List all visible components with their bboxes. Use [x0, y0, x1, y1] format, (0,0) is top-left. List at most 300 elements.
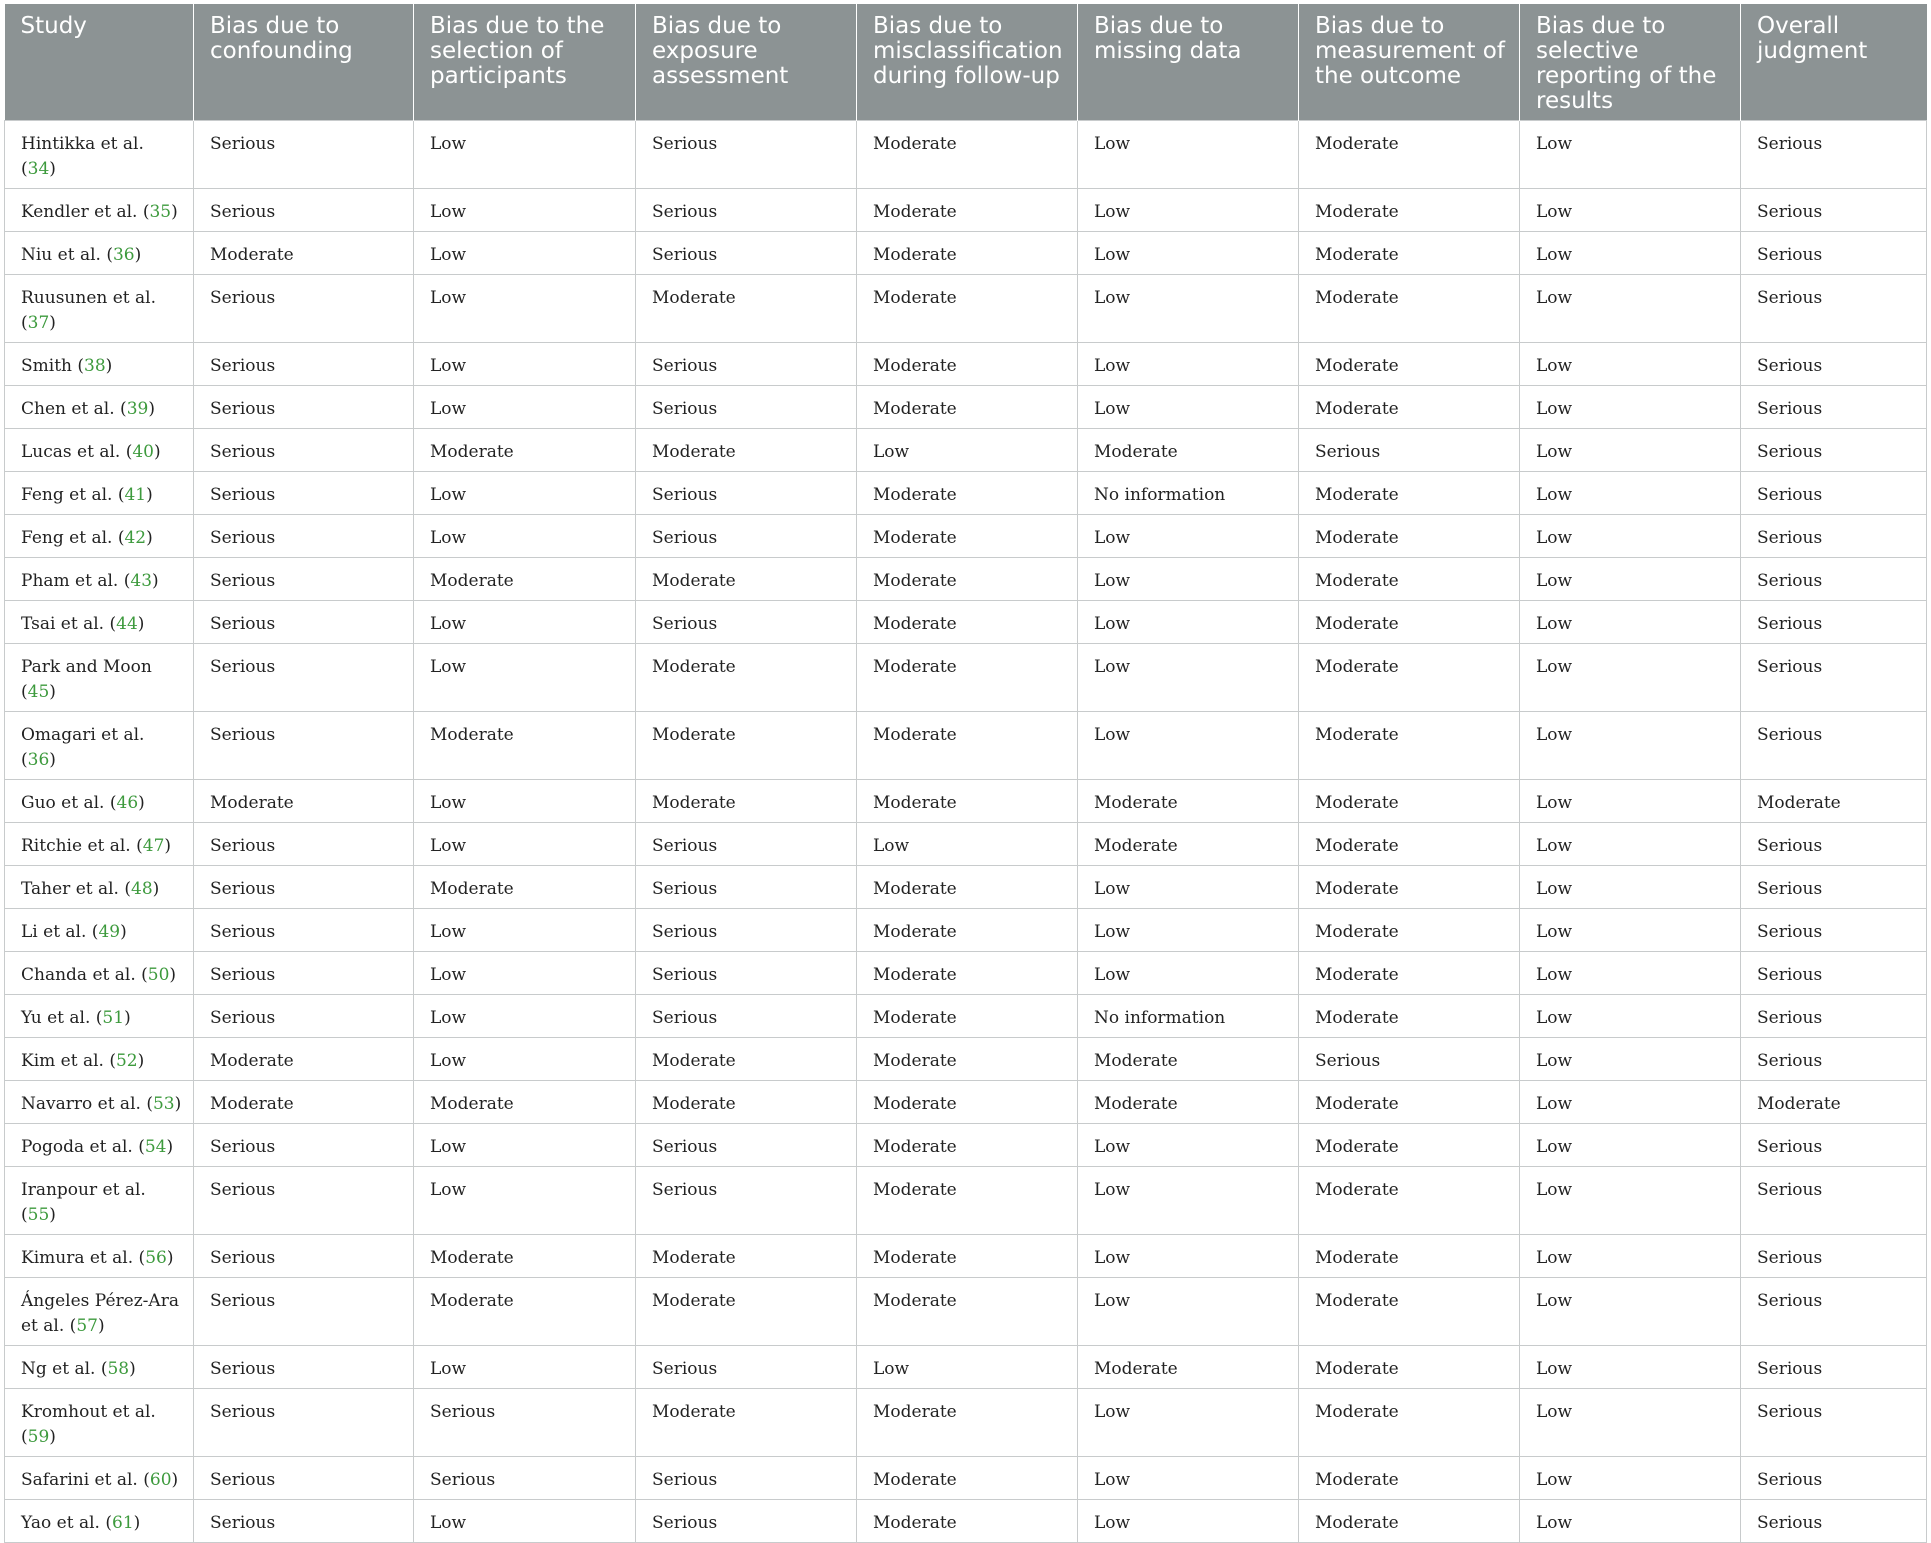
overall-cell: Serious — [1741, 601, 1927, 644]
missing-data-cell: Moderate — [1078, 1038, 1299, 1081]
measurement-cell: Moderate — [1299, 780, 1520, 823]
citation-link[interactable]: 47 — [142, 836, 165, 856]
misclassification-cell: Moderate — [857, 780, 1078, 823]
overall-cell: Serious — [1741, 1235, 1927, 1278]
citation-link[interactable]: 61 — [112, 1513, 134, 1533]
selective-reporting-cell: Low — [1520, 515, 1741, 558]
study-name: Taher et al. — [21, 879, 119, 899]
missing-data-cell: Moderate — [1078, 780, 1299, 823]
selection-cell: Low — [414, 343, 636, 386]
misclassification-cell: Moderate — [857, 275, 1078, 343]
missing-data-cell: Low — [1078, 232, 1299, 275]
selection-cell: Low — [414, 952, 636, 995]
study-name: Iranpour et al. — [21, 1180, 146, 1200]
misclassification-cell: Moderate — [857, 343, 1078, 386]
selective-reporting-cell: Low — [1520, 1235, 1741, 1278]
selection-cell: Low — [414, 823, 636, 866]
missing-data-cell: Low — [1078, 1278, 1299, 1346]
selection-cell: Serious — [414, 1457, 636, 1500]
misclassification-cell: Moderate — [857, 712, 1078, 780]
study-cell: Park and Moon (45) — [5, 644, 194, 712]
citation-link[interactable]: 55 — [27, 1205, 50, 1225]
exposure-cell: Serious — [636, 121, 857, 189]
table-row — [5, 472, 1927, 515]
selective-reporting-cell: Low — [1520, 644, 1741, 712]
citation-link[interactable]: 48 — [131, 879, 153, 899]
citation-link[interactable]: 44 — [116, 614, 138, 634]
risk-of-bias-table — [4, 4, 1927, 1543]
missing-data-cell: Low — [1078, 121, 1299, 189]
table-row — [5, 995, 1927, 1038]
misclassification-cell: Low — [857, 823, 1078, 866]
confounding-cell: Moderate — [194, 232, 414, 275]
missing-data-cell: Low — [1078, 644, 1299, 712]
misclassification-cell: Moderate — [857, 644, 1078, 712]
study-cell: Taher et al. (48) — [5, 866, 194, 909]
exposure-cell: Serious — [636, 232, 857, 275]
overall-cell: Serious — [1741, 343, 1927, 386]
table-row — [5, 1278, 1927, 1346]
exposure-cell: Serious — [636, 1167, 857, 1235]
study-name: Feng et al. — [21, 485, 113, 505]
study-cell: Navarro et al. (53) — [5, 1081, 194, 1124]
overall-cell: Serious — [1741, 644, 1927, 712]
table-row — [5, 121, 1927, 189]
selective-reporting-cell: Low — [1520, 866, 1741, 909]
overall-cell: Serious — [1741, 121, 1927, 189]
selective-reporting-cell: Low — [1520, 343, 1741, 386]
measurement-cell: Moderate — [1299, 601, 1520, 644]
study-name: Omagari et al. — [21, 725, 145, 745]
misclassification-cell: Moderate — [857, 909, 1078, 952]
missing-data-cell: Low — [1078, 601, 1299, 644]
table-row — [5, 1500, 1927, 1543]
overall-cell: Serious — [1741, 1389, 1927, 1457]
confounding-cell: Serious — [194, 1124, 414, 1167]
missing-data-cell: Low — [1078, 343, 1299, 386]
selection-cell: Low — [414, 909, 636, 952]
selection-cell: Low — [414, 515, 636, 558]
measurement-cell: Moderate — [1299, 515, 1520, 558]
confounding-cell: Serious — [194, 386, 414, 429]
study-cell: Ruusunen et al. (37) — [5, 275, 194, 343]
exposure-cell: Serious — [636, 866, 857, 909]
study-name: Yao et al. — [21, 1513, 100, 1533]
table-row — [5, 644, 1927, 712]
overall-cell: Serious — [1741, 1167, 1927, 1235]
study-cell: Omagari et al. (36) — [5, 712, 194, 780]
misclassification-cell: Moderate — [857, 1081, 1078, 1124]
header-exposure: Bias due to exposure assessment — [636, 4, 857, 121]
table-row — [5, 1081, 1927, 1124]
citation-link[interactable]: 60 — [149, 1470, 172, 1490]
study-cell: Yao et al. (61) — [5, 1500, 194, 1543]
table-row — [5, 275, 1927, 343]
measurement-cell: Moderate — [1299, 1346, 1520, 1389]
citation-link[interactable]: 50 — [147, 965, 170, 985]
study-name: Kimura et al. — [21, 1248, 134, 1268]
overall-cell: Serious — [1741, 995, 1927, 1038]
citation-link[interactable]: 38 — [84, 356, 106, 376]
exposure-cell: Moderate — [636, 644, 857, 712]
exposure-cell: Serious — [636, 386, 857, 429]
table-header — [5, 4, 1927, 121]
missing-data-cell: Moderate — [1078, 823, 1299, 866]
citation-link[interactable]: 49 — [98, 922, 121, 942]
measurement-cell: Moderate — [1299, 275, 1520, 343]
confounding-cell: Serious — [194, 1346, 414, 1389]
overall-cell: Serious — [1741, 712, 1927, 780]
citation-link[interactable]: 34 — [27, 159, 50, 179]
exposure-cell: Serious — [636, 995, 857, 1038]
study-cell: Chen et al. (39) — [5, 386, 194, 429]
missing-data-cell: Low — [1078, 1500, 1299, 1543]
selective-reporting-cell: Low — [1520, 1500, 1741, 1543]
exposure-cell: Moderate — [636, 1081, 857, 1124]
measurement-cell: Moderate — [1299, 1081, 1520, 1124]
missing-data-cell: Low — [1078, 866, 1299, 909]
overall-cell: Serious — [1741, 1346, 1927, 1389]
overall-cell: Serious — [1741, 429, 1927, 472]
table-row — [5, 1235, 1927, 1278]
measurement-cell: Moderate — [1299, 1235, 1520, 1278]
study-name: Yu et al. — [21, 1008, 91, 1028]
study-name: Niu et al. — [21, 245, 101, 265]
overall-cell: Serious — [1741, 1038, 1927, 1081]
study-cell: Smith (38) — [5, 343, 194, 386]
measurement-cell: Moderate — [1299, 386, 1520, 429]
missing-data-cell: Low — [1078, 1167, 1299, 1235]
confounding-cell: Serious — [194, 558, 414, 601]
study-name: Feng et al. — [21, 528, 113, 548]
overall-cell: Serious — [1741, 1278, 1927, 1346]
selection-cell: Low — [414, 1346, 636, 1389]
table-row — [5, 232, 1927, 275]
header-selection: Bias due to the selection of participants — [414, 4, 636, 121]
citation-link[interactable]: 37 — [27, 313, 50, 333]
selection-cell: Moderate — [414, 1081, 636, 1124]
citation-link[interactable]: 59 — [27, 1427, 50, 1447]
study-name: Pham et al. — [21, 571, 119, 591]
overall-cell: Moderate — [1741, 1081, 1927, 1124]
overall-cell: Serious — [1741, 386, 1927, 429]
exposure-cell: Moderate — [636, 1389, 857, 1457]
table-row — [5, 1038, 1927, 1081]
selective-reporting-cell: Low — [1520, 601, 1741, 644]
citation-link[interactable]: 54 — [144, 1137, 167, 1157]
overall-cell: Serious — [1741, 823, 1927, 866]
exposure-cell: Serious — [636, 472, 857, 515]
measurement-cell: Moderate — [1299, 343, 1520, 386]
confounding-cell: Moderate — [194, 1081, 414, 1124]
overall-cell: Serious — [1741, 515, 1927, 558]
overall-cell: Serious — [1741, 1500, 1927, 1543]
overall-cell: Moderate — [1741, 780, 1927, 823]
selection-cell: Moderate — [414, 1235, 636, 1278]
study-name: Ángeles Pérez-Ara et al. — [21, 1291, 179, 1336]
selective-reporting-cell: Low — [1520, 712, 1741, 780]
study-name: Tsai et al. — [21, 614, 105, 634]
citation-link[interactable]: 40 — [132, 442, 154, 462]
selective-reporting-cell: Low — [1520, 558, 1741, 601]
measurement-cell: Moderate — [1299, 823, 1520, 866]
study-cell: Yu et al. (51) — [5, 995, 194, 1038]
header-measurement: Bias due to measurement of the outcome — [1299, 4, 1520, 121]
selective-reporting-cell: Low — [1520, 1038, 1741, 1081]
confounding-cell: Serious — [194, 1389, 414, 1457]
citation-link[interactable]: 36 — [27, 750, 50, 770]
exposure-cell: Serious — [636, 1457, 857, 1500]
study-cell: Kim et al. (52) — [5, 1038, 194, 1081]
citation-link[interactable]: 41 — [124, 485, 147, 505]
missing-data-cell: Moderate — [1078, 429, 1299, 472]
selection-cell: Serious — [414, 1389, 636, 1457]
missing-data-cell: Low — [1078, 1235, 1299, 1278]
misclassification-cell: Moderate — [857, 1235, 1078, 1278]
misclassification-cell: Low — [857, 1346, 1078, 1389]
study-cell: Hintikka et al. (34) — [5, 121, 194, 189]
selection-cell: Low — [414, 472, 636, 515]
selective-reporting-cell: Low — [1520, 780, 1741, 823]
study-cell: Safarini et al. (60) — [5, 1457, 194, 1500]
selection-cell: Low — [414, 1124, 636, 1167]
table-row — [5, 515, 1927, 558]
study-name: Guo et al. — [21, 793, 105, 813]
confounding-cell: Serious — [194, 1500, 414, 1543]
exposure-cell: Serious — [636, 515, 857, 558]
header-row — [5, 4, 1927, 121]
misclassification-cell: Moderate — [857, 1167, 1078, 1235]
citation-link[interactable]: 45 — [27, 682, 50, 702]
misclassification-cell: Moderate — [857, 601, 1078, 644]
confounding-cell: Serious — [194, 823, 414, 866]
overall-cell: Serious — [1741, 275, 1927, 343]
study-name: Ruusunen et al. — [21, 288, 157, 308]
selective-reporting-cell: Low — [1520, 995, 1741, 1038]
confounding-cell: Serious — [194, 189, 414, 232]
confounding-cell: Serious — [194, 909, 414, 952]
missing-data-cell: Low — [1078, 275, 1299, 343]
exposure-cell: Serious — [636, 1500, 857, 1543]
citation-link[interactable]: 52 — [115, 1051, 138, 1071]
citation-link[interactable]: 43 — [130, 571, 153, 591]
selection-cell: Low — [414, 232, 636, 275]
header-study: Study — [5, 4, 194, 121]
header-selective-reporting: Bias due to selective reporting of the results — [1520, 4, 1741, 121]
table-row — [5, 429, 1927, 472]
table-row — [5, 1124, 1927, 1167]
selective-reporting-cell: Low — [1520, 1346, 1741, 1389]
exposure-cell: Serious — [636, 601, 857, 644]
measurement-cell: Serious — [1299, 429, 1520, 472]
study-name: Hintikka et al. — [21, 134, 144, 154]
header-overall: Overall judgment — [1741, 4, 1927, 121]
exposure-cell: Serious — [636, 952, 857, 995]
table-row — [5, 558, 1927, 601]
study-name: Park and Moon — [21, 657, 152, 677]
overall-cell: Serious — [1741, 1457, 1927, 1500]
table-row — [5, 1389, 1927, 1457]
selective-reporting-cell: Low — [1520, 952, 1741, 995]
exposure-cell: Moderate — [636, 429, 857, 472]
selection-cell: Low — [414, 644, 636, 712]
study-name: Chen et al. — [21, 399, 115, 419]
study-name: Smith — [21, 356, 72, 376]
overall-cell: Serious — [1741, 952, 1927, 995]
misclassification-cell: Moderate — [857, 1278, 1078, 1346]
citation-link[interactable]: 46 — [116, 793, 139, 813]
citation-link[interactable]: 58 — [107, 1359, 130, 1379]
measurement-cell: Moderate — [1299, 1167, 1520, 1235]
study-cell: Niu et al. (36) — [5, 232, 194, 275]
table-row — [5, 601, 1927, 644]
selection-cell: Moderate — [414, 1278, 636, 1346]
study-cell: Guo et al. (46) — [5, 780, 194, 823]
measurement-cell: Moderate — [1299, 712, 1520, 780]
overall-cell: Serious — [1741, 558, 1927, 601]
exposure-cell: Serious — [636, 189, 857, 232]
table-row — [5, 866, 1927, 909]
selective-reporting-cell: Low — [1520, 189, 1741, 232]
table-row — [5, 952, 1927, 995]
table-row — [5, 1457, 1927, 1500]
misclassification-cell: Moderate — [857, 995, 1078, 1038]
selection-cell: Low — [414, 386, 636, 429]
confounding-cell: Serious — [194, 1457, 414, 1500]
missing-data-cell: Low — [1078, 515, 1299, 558]
measurement-cell: Moderate — [1299, 952, 1520, 995]
selective-reporting-cell: Low — [1520, 121, 1741, 189]
misclassification-cell: Moderate — [857, 386, 1078, 429]
exposure-cell: Serious — [636, 1346, 857, 1389]
selection-cell: Low — [414, 601, 636, 644]
measurement-cell: Moderate — [1299, 1389, 1520, 1457]
confounding-cell: Serious — [194, 644, 414, 712]
study-cell: Ng et al. (58) — [5, 1346, 194, 1389]
misclassification-cell: Moderate — [857, 232, 1078, 275]
confounding-cell: Serious — [194, 995, 414, 1038]
selective-reporting-cell: Low — [1520, 1278, 1741, 1346]
exposure-cell: Serious — [636, 1124, 857, 1167]
study-cell: Lucas et al. (40) — [5, 429, 194, 472]
selection-cell: Moderate — [414, 866, 636, 909]
study-cell: Kromhout et al. (59) — [5, 1389, 194, 1457]
misclassification-cell: Moderate — [857, 1038, 1078, 1081]
overall-cell: Serious — [1741, 866, 1927, 909]
citation-link[interactable]: 39 — [126, 399, 149, 419]
misclassification-cell: Moderate — [857, 472, 1078, 515]
overall-cell: Serious — [1741, 1124, 1927, 1167]
measurement-cell: Moderate — [1299, 1500, 1520, 1543]
misclassification-cell: Moderate — [857, 866, 1078, 909]
measurement-cell: Moderate — [1299, 1278, 1520, 1346]
table-row — [5, 823, 1927, 866]
selective-reporting-cell: Low — [1520, 1081, 1741, 1124]
measurement-cell: Moderate — [1299, 909, 1520, 952]
misclassification-cell: Moderate — [857, 515, 1078, 558]
selective-reporting-cell: Low — [1520, 909, 1741, 952]
citation-link[interactable]: 35 — [149, 202, 172, 222]
table-body — [5, 121, 1927, 1543]
study-name: Kendler et al. — [21, 202, 138, 222]
selection-cell: Moderate — [414, 712, 636, 780]
misclassification-cell: Moderate — [857, 1500, 1078, 1543]
misclassification-cell: Moderate — [857, 1457, 1078, 1500]
citation-link[interactable]: 56 — [145, 1248, 167, 1268]
selective-reporting-cell: Low — [1520, 275, 1741, 343]
study-cell: Ritchie et al. (47) — [5, 823, 194, 866]
citation-link[interactable]: 51 — [102, 1008, 125, 1028]
exposure-cell: Moderate — [636, 1235, 857, 1278]
exposure-cell: Moderate — [636, 558, 857, 601]
selection-cell: Low — [414, 780, 636, 823]
table-row — [5, 909, 1927, 952]
citation-link[interactable]: 57 — [76, 1316, 98, 1336]
study-cell: Chanda et al. (50) — [5, 952, 194, 995]
study-cell: Ángeles Pérez-Ara et al. (57) — [5, 1278, 194, 1346]
confounding-cell: Serious — [194, 952, 414, 995]
table-row — [5, 1346, 1927, 1389]
misclassification-cell: Moderate — [857, 1124, 1078, 1167]
overall-cell: Serious — [1741, 189, 1927, 232]
misclassification-cell: Moderate — [857, 189, 1078, 232]
measurement-cell: Moderate — [1299, 472, 1520, 515]
overall-cell: Serious — [1741, 232, 1927, 275]
selection-cell: Low — [414, 1038, 636, 1081]
study-cell: Pogoda et al. (54) — [5, 1124, 194, 1167]
confounding-cell: Serious — [194, 515, 414, 558]
missing-data-cell: Low — [1078, 189, 1299, 232]
study-cell: Tsai et al. (44) — [5, 601, 194, 644]
study-cell: Kimura et al. (56) — [5, 1235, 194, 1278]
study-name: Navarro et al. — [21, 1094, 141, 1114]
missing-data-cell: Low — [1078, 909, 1299, 952]
study-name: Pogoda et al. — [21, 1137, 133, 1157]
measurement-cell: Moderate — [1299, 189, 1520, 232]
confounding-cell: Serious — [194, 343, 414, 386]
measurement-cell: Moderate — [1299, 995, 1520, 1038]
measurement-cell: Moderate — [1299, 558, 1520, 601]
missing-data-cell: Low — [1078, 1457, 1299, 1500]
missing-data-cell: Low — [1078, 1124, 1299, 1167]
measurement-cell: Moderate — [1299, 1457, 1520, 1500]
table-row — [5, 189, 1927, 232]
selection-cell: Low — [414, 995, 636, 1038]
misclassification-cell: Moderate — [857, 558, 1078, 601]
missing-data-cell: No information — [1078, 472, 1299, 515]
confounding-cell: Serious — [194, 712, 414, 780]
confounding-cell: Serious — [194, 1278, 414, 1346]
measurement-cell: Moderate — [1299, 866, 1520, 909]
citation-link[interactable]: 42 — [124, 528, 147, 548]
selection-cell: Low — [414, 1500, 636, 1543]
missing-data-cell: Moderate — [1078, 1081, 1299, 1124]
misclassification-cell: Moderate — [857, 1389, 1078, 1457]
selective-reporting-cell: Low — [1520, 823, 1741, 866]
measurement-cell: Moderate — [1299, 1124, 1520, 1167]
confounding-cell: Serious — [194, 429, 414, 472]
study-name: Chanda et al. — [21, 965, 136, 985]
missing-data-cell: Low — [1078, 1389, 1299, 1457]
study-cell: Pham et al. (43) — [5, 558, 194, 601]
exposure-cell: Serious — [636, 343, 857, 386]
citation-link[interactable]: 53 — [152, 1094, 175, 1114]
selection-cell: Low — [414, 1167, 636, 1235]
selective-reporting-cell: Low — [1520, 386, 1741, 429]
study-cell: Kendler et al. (35) — [5, 189, 194, 232]
exposure-cell: Moderate — [636, 1038, 857, 1081]
citation-link[interactable]: 36 — [112, 245, 135, 265]
